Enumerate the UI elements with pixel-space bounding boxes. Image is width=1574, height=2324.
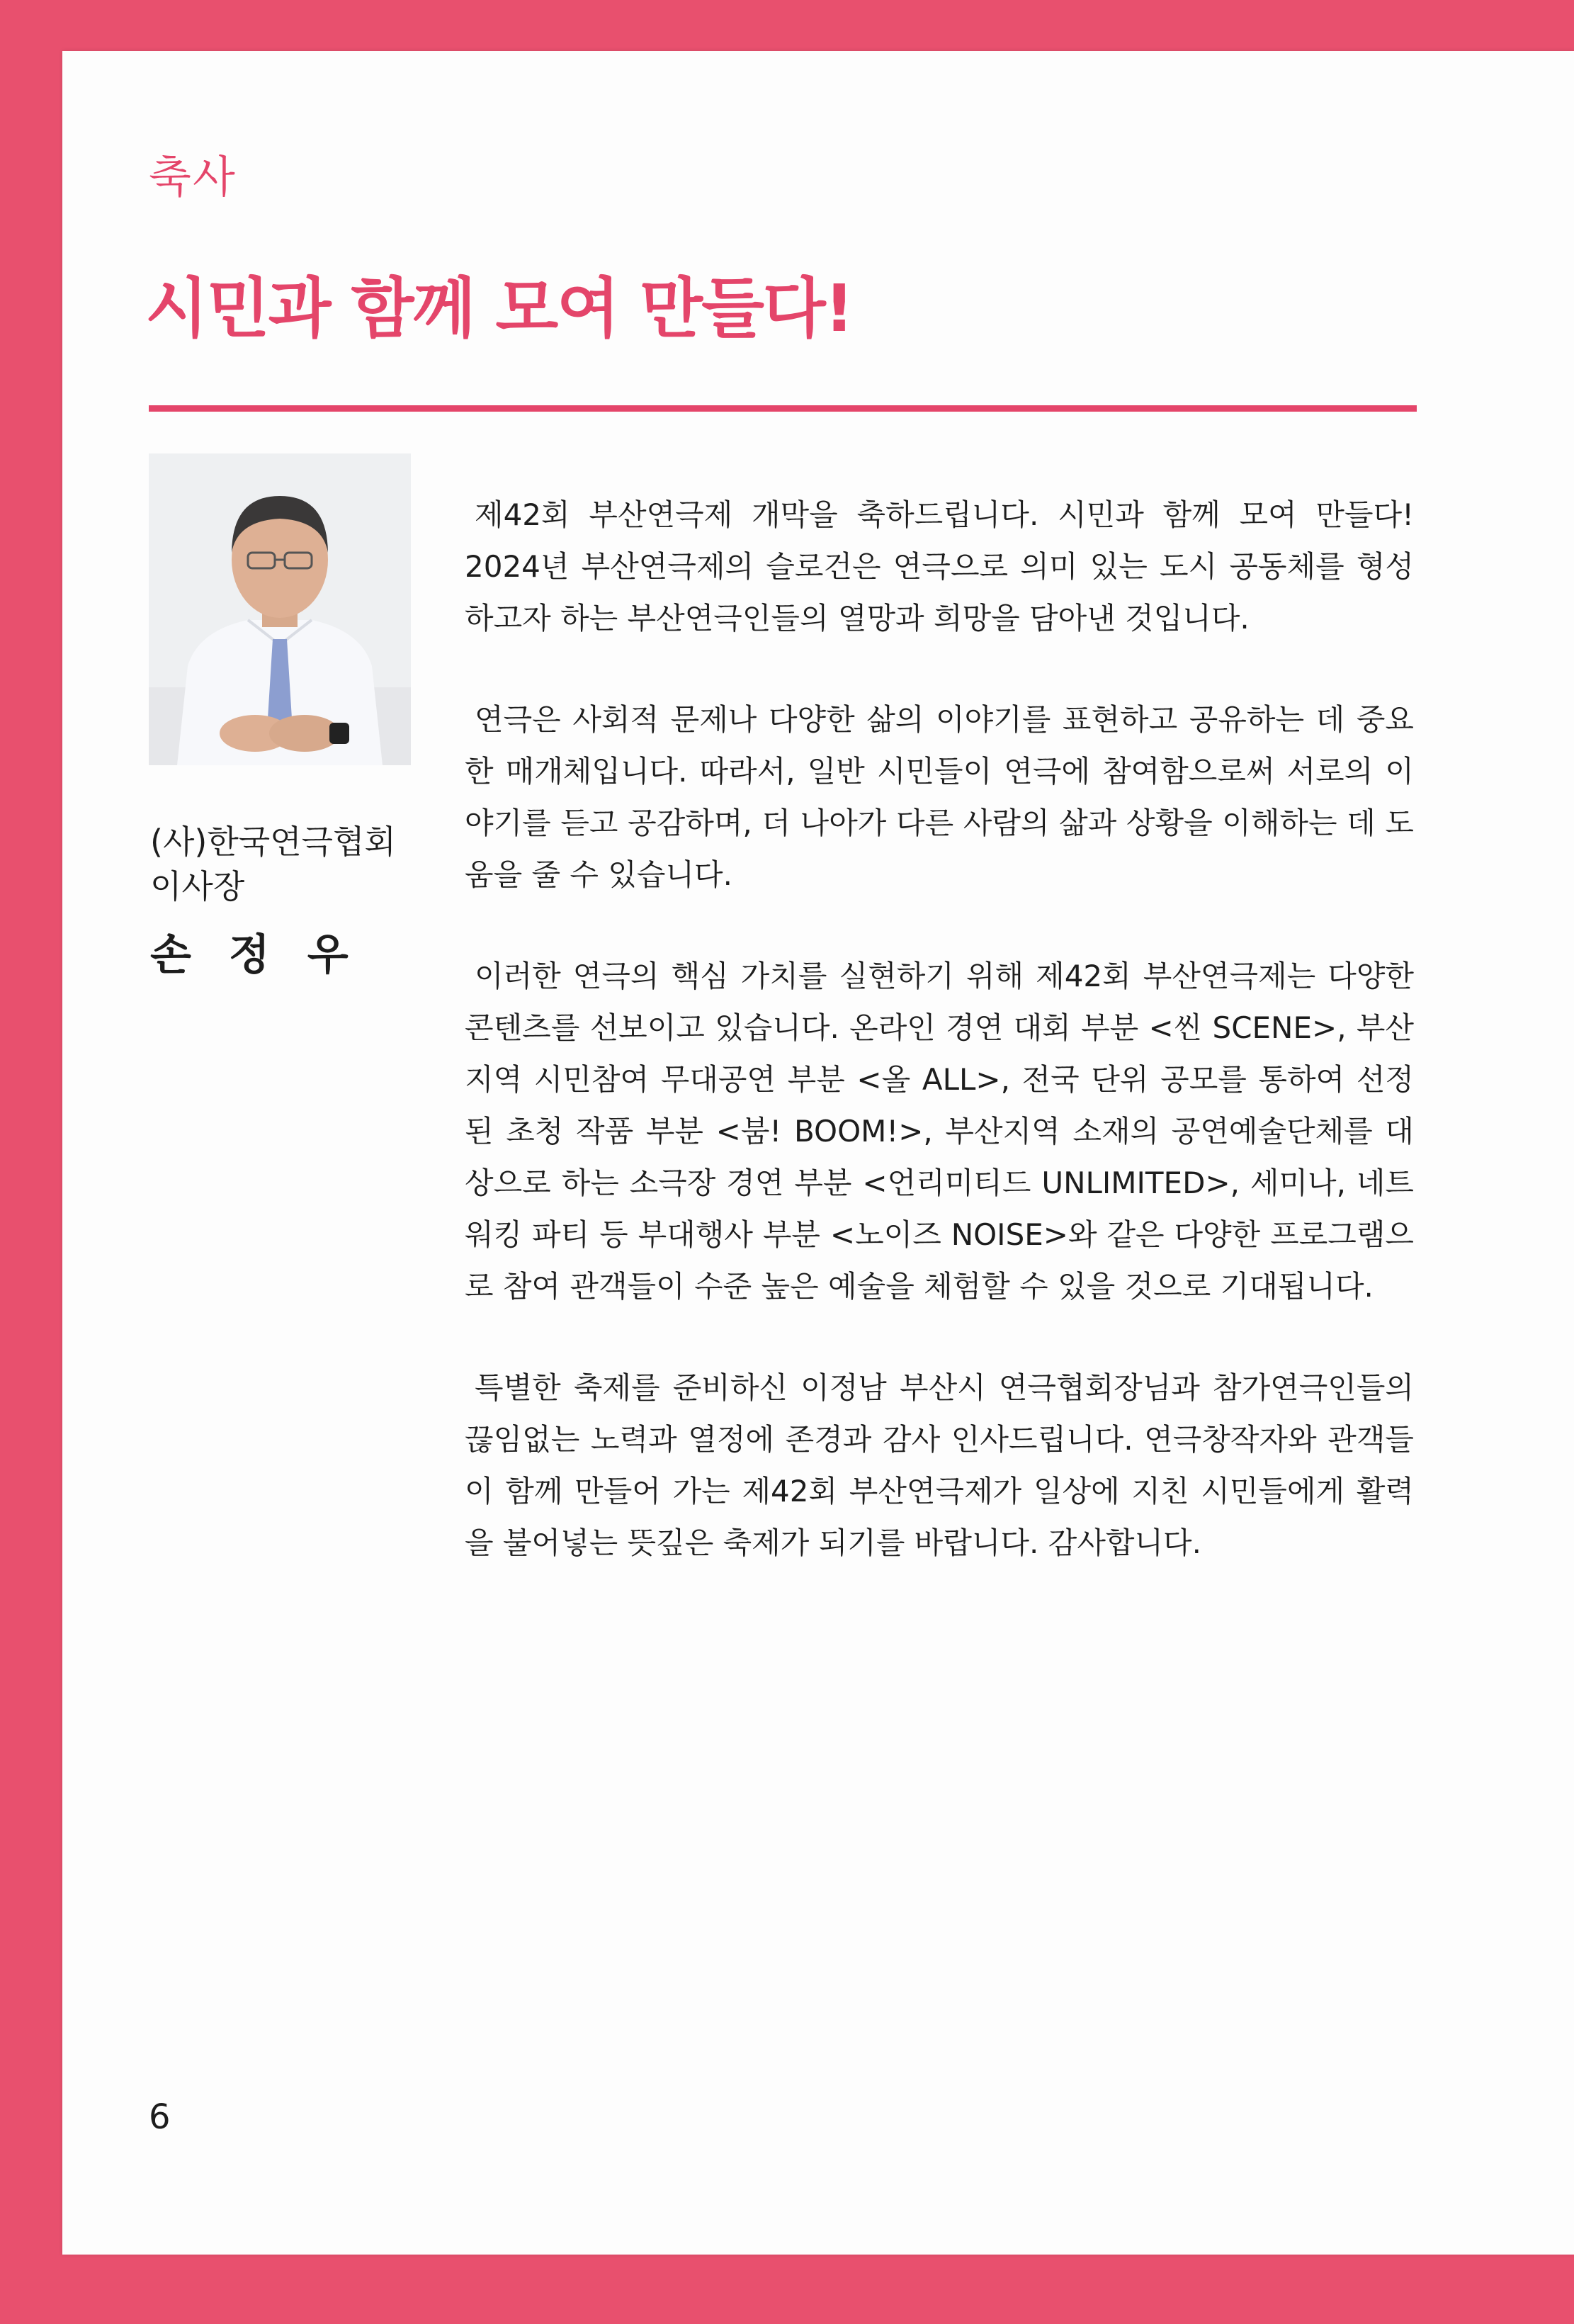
page-title: 시민과 함께 모여 만들다! — [145, 271, 853, 346]
author-photo — [149, 453, 411, 765]
paragraph-2: 연극은 사회적 문제나 다양한 삶의 이야기를 표현하고 공유하는 데 중요한 매개체입니다. 따라서, 일반 시민들이 연극에 참여함으로써 서로의 이야기를 듣고 공감하며, 더 나아가 다른 사람의 삶과 상황을 이해하는 데 도움을 줄 수 있습니다. — [465, 702, 1414, 892]
author-name: 손 정 우 — [150, 930, 360, 980]
title-divider — [149, 405, 1417, 412]
paragraph-3: 이러한 연극의 핵심 가치를 실현하기 위해 제42회 부산연극제는 다양한 콘텐츠를 선보이고 있습니다. 온라인 경연 대회 부분 <씬 SCENE>, 부산지역 시민참여 무대공연 부분 <올 ALL>, 전국 단위 공모를 통하여 선정된 초청 작품 부분 <붐! BOOM!>, 부산지역 소재의 공연예술단체를 대상으로 하는 소극장 경연 부분 <언리미티드 UNLIMITED>, 세미나, 네트워킹 파티 등 부대행사 부분 <노이즈 NOISE>와 같은 다양한 프로그램으로 참여 관객들이 수준 높은 예술을 체험할 수 있을 것으로 기대됩니다. — [465, 959, 1414, 1304]
paragraph-1: 제42회 부산연극제 개막을 축하드립니다. 시민과 함께 모여 만들다! 2024년 부산연극제의 슬로건은 연극으로 의미 있는 도시 공동체를 형성하고자 하는 부산연극인들의 열망과 희망을 담아낸 것입니다. — [465, 497, 1414, 636]
author-organization: (사)한국연극협회 — [150, 823, 396, 861]
paragraph-4: 특별한 축제를 준비하신 이정남 부산시 연극협회장님과 참가연극인들의 끊임없는 노력과 열정에 존경과 감사 인사드립니다. 연극창작자와 관객들이 함께 만들어 가는 제42회 부산연극제가 일상에 지친 시민들에게 활력을 불어넣는 뜻깊은 축제가 되기를 바랍니다. 감사합니다. — [465, 1370, 1414, 1560]
page-number: 6 — [149, 2097, 171, 2137]
body-text — [465, 489, 1414, 1618]
section-label: 축사 — [149, 151, 237, 203]
author-role: 이사장 — [150, 867, 245, 906]
